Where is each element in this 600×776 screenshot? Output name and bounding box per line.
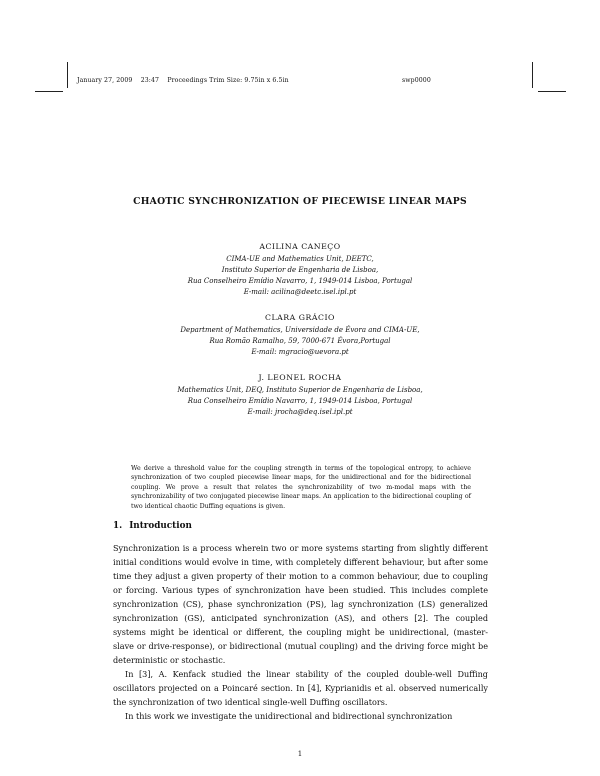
body-text	[113, 541, 488, 723]
crop-mark-top-left	[35, 91, 63, 92]
crop-mark-top-right-vertical	[532, 62, 533, 88]
paragraph: In [3], A. Kenfack studied the linear stability of the coupled double-well Duffing oscillators projected on a Poincaré section. In [4], Kyprianidis et al. observed numerically the synchronization of two identical single-well Duffing oscillators.	[113, 669, 488, 707]
crop-mark-top-right	[538, 91, 566, 92]
header-date: January 27, 2009	[77, 77, 133, 84]
crop-mark-top-left-vertical	[67, 62, 68, 88]
author-name: J. LEONEL ROCHA	[258, 373, 342, 382]
section-title: Introduction	[129, 521, 192, 531]
page-number: 1	[297, 750, 303, 758]
paragraph: In this work we investigate the unidirectional and bidirectional synchronization	[125, 711, 453, 721]
section-number: 1.	[113, 521, 123, 531]
author-affiliation-line: Mathematics Unit, DEQ, Instituto Superior de Engenharia de Lisboa,	[177, 386, 423, 394]
author-block-2	[0, 313, 600, 358]
author-affiliation-line: Rua Conselheiro Emídio Navarro, 1, 1949-014 Lisboa, Portugal	[187, 277, 413, 285]
author-affiliation-line: Instituto Superior de Engenharia de Lisboa,	[221, 266, 379, 274]
author-email: E-mail: mgracio@uevora.pt	[251, 348, 349, 356]
author-affiliation-line: Rua Romão Ramalho, 59, 7000-671 Évora,Portugal	[209, 337, 391, 345]
author-affiliation-line: Department of Mathematics, Universidade de Évora and CIMA-UE,	[180, 326, 420, 334]
paragraph: Synchronization is a process wherein two or more systems starting from slightly different initial conditions would evolve in time, with completely different behaviour, but after some time they adjust a given property of their motion to a common behaviour, due to coupling or forcing. Various types of synchronization have been studied. This includes complete synchronization (CS), phase synchronization (PS), lag synchronization (LS) generalized synchronization (GS), anticipated synchronization (AS), and others [2]. The coupled systems might be identical or different, the coupling might be unidirectional, (master-slave or drive-response), or bidirectional (mutual coupling) and the driving force might be deterministic or stochastic.	[113, 543, 488, 665]
section-heading	[113, 521, 192, 531]
paper-title: CHAOTIC SYNCHRONIZATION OF PIECEWISE LINEAR MAPS	[133, 196, 467, 207]
header-file-id: swp0000	[402, 77, 431, 84]
author-name: ACILINA CANEÇO	[259, 242, 341, 251]
author-email: E-mail: acilina@deetc.isel.ipl.pt	[243, 288, 357, 296]
author-affiliation-line: Rua Conselheiro Emídio Navarro, 1, 1949-014 Lisboa, Portugal	[187, 397, 413, 405]
abstract: We derive a threshold value for the coupling strength in terms of the topological entropy, to achieve synchronization of two coupled piecewise linear maps, for the unidirectional and for the bidirectional coupling. We prove a result that relates the synchronizability of two m-modal maps with the synchronizability of two conjugated piecewise linear maps. An application to the bidirectional coupling of two identical chaotic Duffing equations is given.	[131, 465, 471, 510]
author-block-3	[0, 373, 600, 418]
author-block-1	[0, 242, 600, 298]
author-name: CLARA GRÁCIO	[265, 313, 335, 322]
author-email: E-mail: jrocha@deq.isel.ipl.pt	[247, 408, 353, 416]
header-time: 23:47	[140, 77, 160, 84]
author-affiliation-line: CIMA-UE and Mathematics Unit, DEETC,	[226, 255, 374, 263]
header-date-time	[77, 77, 289, 84]
header-proceedings: Proceedings Trim Size: 9.75in x 6.5in	[167, 77, 289, 84]
